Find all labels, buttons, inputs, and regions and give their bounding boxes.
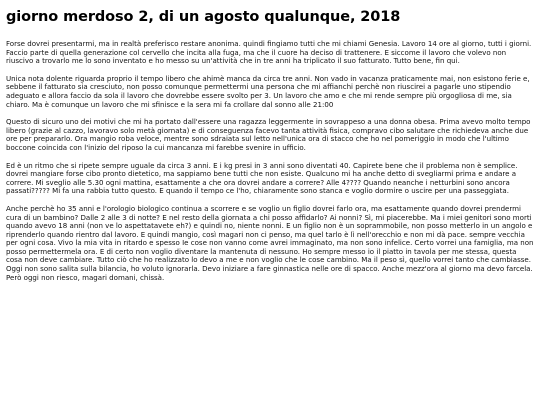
post-paragraph: Unica nota dolente riguarda proprio il tempo libero che ahimè manca da circa tre anni. Non vado in vacanza praticamente mai, non esistono ferie e, sebbene il fatturato sia cresciuto, non posso comunque permettermi una persona che mi affianchi perchè non riuscirei a pagarle uno stipendio adeguato e allora faccio da sola il lavoro che dovrebbe essere svolto per 3. Un lavoro che amo e che mi rende sempre più orgogliosa di me, sia chiaro. Ma è comunque un lavoro che mi sfinisce e la sera mi fa crollare dal sonno alle 21:00 xyxy=(6,73,530,109)
post-paragraph: Forse dovrei presentarmi, ma in realtà preferisco restare anonima. quindi fingiamo tutti che mi chiami Genesia. Lavoro 14 ore al giorno, tutti i giorni. Faccio parte di quella generazione col cervello che incita alla fuga, ma che il cuore ha deciso di trattenere. E siccome il lavoro che volevo non riuscivo a trovarlo me lo sono inventato e ho messo su un'attività che in tre anni ha triplicato il suo fatturato. Tutto bene, fin qui. xyxy=(6,39,532,66)
post-title: giorno merdoso 2, di un agosto qualunque, 2018 xyxy=(6,9,401,25)
post-paragraph: Questo di sicuro uno dei motivi che mi ha portato dall'essere una ragazza leggermente in sovrappeso a una donna obesa. Prima avevo molto tempo libero (grazie al cazzo, lavoravo solo metà giornata) e di conseguenza facevo tanta attività fisica, compravo cibo salutare che richiedeva anche due ore per prepararlo. Ora mangio roba veloce, mentre sono sdraiata sul letto nell'unica ora di stacco che ho nel pomeriggio in modo che l'ultimo boccone coincida con l'inizio del riposo la cui mancanza mi farebbe svenire in ufficio. xyxy=(6,117,531,152)
post-paragraph: Ed è un ritmo che si ripete sempre uguale da circa 3 anni. E i kg presi in 3 anni sono diventati 40. Capirete bene che il problema non è semplice. dovrei mangiare forse cibo pronto dietetico, ma sappiamo bene tutti che non esiste. Qualcuno mi ha anche detto di svegliarmi prima e andare a correre. Mi sveglio alle 5.30 ogni mattina, esattamente a che ora dovrei andare a correre? Alle 4???? Quando neanche i netturbini sono ancora passati????? Mi fa una rabbia tutto questo. E quando il tempo ce l'ho, chiaramente sono stanca e voglio dormire o uscire per una passeggiata. xyxy=(6,160,518,196)
post-paragraph: Anche perchè ho 35 anni e l'orologio biologico continua a scorrere e se voglio un figlio dovrei farlo ora, ma esattamente quando dovrei prendermi cura di un bambino? Dalle 2 alle 3 di notte? E nel resto della giornata a chi posso affidarlo? Ai nonni? Sì, mi piacerebbe. Ma i miei genitori sono morti quando avevo 18 anni (non ve lo aspettatavete eh?) e quindi no, niente nonni. E un figlio non è un soprammobile, non posso metterlo in un angolo e riprenderlo quando rientro dal lavoro. E quindi mangio, così magari non ci penso, ma quel tarlo è lì nell'orecchio e non mi dà pace. sempre vecchia per ogni cosa. Vivo la mia vita in ritardo e spesso Ie cose non vanno come avrei immaginato, ma non sono infelice. Certo vorrei una famiglia, ma non posso permettermela ora. E di certo non voglio diventare la mantenuta di nessuno. Ho sempre messo io il piatto in tavola per me stessa, questa cosa non deve cambiare. Tutto ciò che ho realizzato lo devo a me e non voglio che le cose cambino. Ma il peso sì, quello vorrei tanto che cambiasse. Oggi non sono salita sulla bilancia, ho voluto ignorarla. Devo iniziare a fare ginnastica nelle ore di spacco. Anche mezz'ora al giorno ma devo farcela. Però oggi non riesco, magari domani, chissà. xyxy=(6,203,534,282)
